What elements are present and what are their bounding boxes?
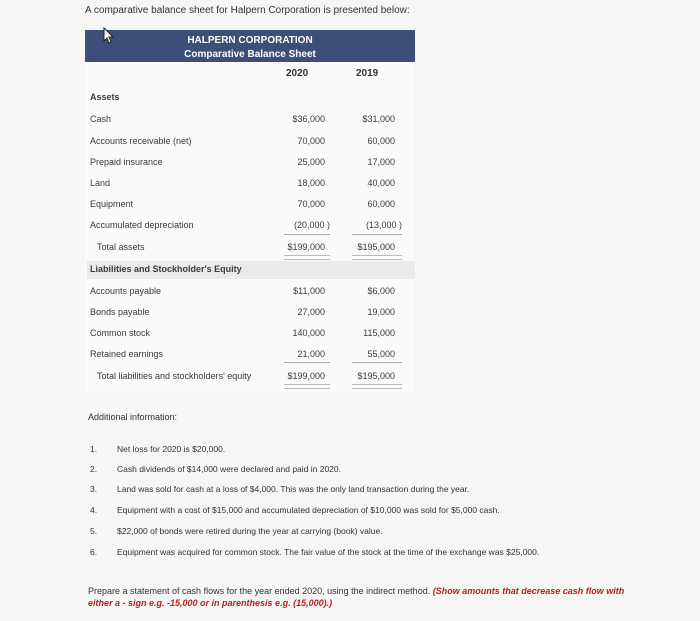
total-double-underline (284, 384, 330, 389)
note-number: 2. (90, 464, 98, 474)
liability-label: Bonds payable (90, 307, 150, 317)
asset-value-2020: (20,000 ) (293, 220, 330, 230)
asset-value-2019: 60,000 (367, 199, 395, 209)
total-liabilities-2020: $199,000 (287, 371, 325, 381)
total-liabilities-label: Total liabilities and stockholders' equity (97, 371, 252, 381)
asset-value-2019: 60,000 (367, 136, 395, 146)
total-assets-2019: $195,000 (357, 242, 395, 252)
note-text: Equipment was acquired for common stock. The fair value of the stock at the time of the exchange was $25,000. (117, 547, 540, 557)
asset-value-2020: 70,000 (297, 136, 325, 146)
sheet-title: Comparative Balance Sheet (184, 49, 316, 60)
note-number: 6. (90, 547, 98, 557)
subtotal-underline (352, 362, 402, 363)
liability-label: Retained earnings (90, 349, 164, 359)
intro-text: A comparative balance sheet for Halpern Corporation is presented below: (85, 5, 410, 16)
total-double-underline (284, 255, 330, 260)
total-double-underline (352, 255, 402, 260)
note-text: Land was sold for cash at a loss of $4,000. This was the only land transaction during the year. (117, 484, 470, 494)
note-number: 5. (90, 526, 98, 536)
liability-value-2019: $6,000 (367, 286, 395, 296)
liability-value-2019: 115,000 (363, 328, 395, 338)
asset-label: Cash (90, 114, 112, 124)
total-assets-2020: $199,000 (287, 242, 325, 252)
total-liabilities-2019: $195,000 (357, 371, 395, 381)
asset-value-2020: 18,000 (297, 178, 325, 188)
note-number: 1. (90, 444, 98, 454)
note-number: 4. (90, 505, 98, 515)
asset-value-2019: 40,000 (367, 178, 395, 188)
mouse-cursor-icon (100, 26, 118, 46)
subtotal-underline (284, 234, 330, 235)
asset-label: Land (90, 178, 111, 188)
instructions (88, 585, 628, 609)
asset-value-2020: $36,000 (292, 114, 325, 124)
asset-label: Prepaid insurance (90, 157, 163, 167)
note-text: Equipment with a cost of $15,000 and accumulated depreciation of $10,000 was sold for $5,000 cash. (117, 505, 500, 515)
asset-value-2020: 70,000 (297, 199, 325, 209)
note-text: Cash dividends of $14,000 were declared and paid in 2020. (117, 464, 341, 474)
company-name: HALPERN CORPORATION (187, 35, 313, 46)
assets-heading: Assets (90, 92, 120, 102)
year-2020-header: 2020 (286, 68, 309, 79)
balance-sheet-header (85, 30, 415, 62)
liability-value-2019: 55,000 (367, 349, 395, 359)
asset-label: Accumulated depreciation (90, 220, 194, 230)
asset-label: Accounts receivable (net) (90, 136, 192, 146)
note-number: 3. (90, 484, 98, 494)
subtotal-underline (284, 362, 330, 363)
asset-label: Equipment (90, 199, 134, 209)
asset-value-2019: $31,000 (362, 114, 395, 124)
total-double-underline (352, 384, 402, 389)
liability-value-2019: 19,000 (367, 307, 395, 317)
subtotal-underline (352, 234, 402, 235)
total-assets-label: Total assets (97, 242, 145, 252)
liability-value-2020: 27,000 (297, 307, 325, 317)
note-text: $22,000 of bonds were retired during the year at carrying (book) value. (117, 526, 383, 536)
additional-info-heading: Additional information: (88, 412, 178, 422)
liability-value-2020: 21,000 (297, 349, 325, 359)
liability-label: Accounts payable (90, 286, 162, 296)
asset-value-2020: 25,000 (297, 157, 325, 167)
liabilities-heading: Liabilities and Stockholder's Equity (90, 264, 242, 274)
asset-value-2019: 17,000 (367, 157, 395, 167)
liability-label: Common stock (90, 328, 151, 338)
asset-value-2019: (13,000 ) (365, 220, 402, 230)
liability-value-2020: 140,000 (292, 328, 325, 338)
note-text: Net loss for 2020 is $20,000. (117, 444, 226, 454)
year-2019-header: 2019 (356, 68, 379, 79)
instructions-hint: (Show amounts that decrease cash flow with either a - sign e.g. -15,000 or in parenthesis e.g. (15,000).) (88, 586, 625, 608)
liability-value-2020: $11,000 (293, 286, 325, 296)
instructions-text: Prepare a statement of cash flows for the year ended 2020, using the indirect method. (88, 586, 431, 596)
